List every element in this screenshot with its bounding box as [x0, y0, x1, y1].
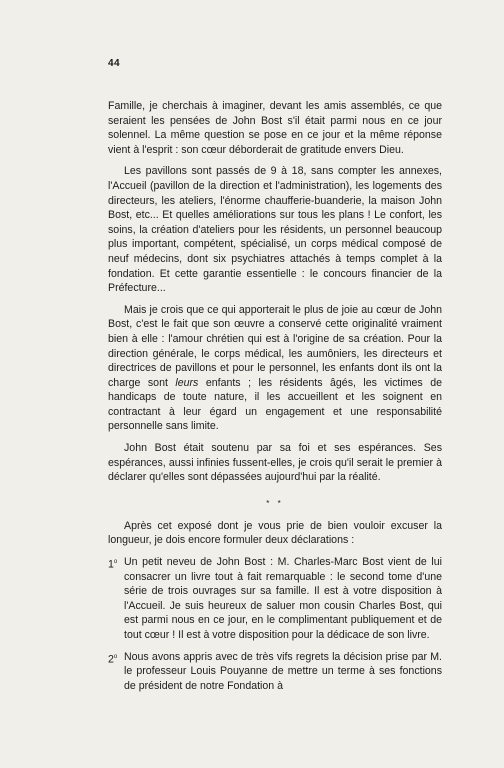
- item-text: Un petit neveu de John Bost : M. Charles-Marc Bost vient de lui consacrer un livre tout à fait remarquable : le second tome d'une série de trois ouvrages sur sa famille. Il est à votre disposition à l'Accueil. Je suis heureux de saluer mon cousin Charles Bost, qui est parmi nous en ce jour, en le complimentant publiquement et de tout cœur ! Il est à votre disposition pour la dédicace de son livre.: [124, 556, 442, 641]
- declaration-item: [108, 555, 442, 643]
- section-divider: [108, 500, 442, 507]
- body-text: [108, 99, 442, 700]
- asterism: * *: [266, 498, 284, 508]
- paragraph-pavillons: [108, 164, 442, 295]
- paragraph-text-before: Mais je crois que ce qui apporterait le plus de joie au cœur de John Bost, c'est le fait que son œuvre a conservé cette originalité vraiment bien à elle : l'amour chrétien qui est à l'origine de sa création. Pour la direction générale, le corps médical, les aumôniers, les directeurs et directrices de pavillons et pour le personnel, les enfants dont ils ont la charge sont: [108, 303, 442, 389]
- item-number: 2$^o$: [108, 653, 118, 666]
- paragraph-esperances: [108, 441, 442, 485]
- declaration-item: [108, 650, 442, 694]
- paragraph-intro: [108, 519, 442, 548]
- paragraph-text: Après cet exposé dont je vous prie de bien vouloir excuser la longueur, je dois encore formuler deux déclarations :: [108, 519, 442, 547]
- paragraph-text-italic: leurs: [175, 376, 199, 389]
- item-number: 1$^o$: [108, 558, 118, 571]
- paragraph-amour-chretien: [108, 303, 442, 434]
- paragraph-text: John Bost était soutenu par sa foi et ses espérances. Ses espérances, aussi infinies fussent-elles, je crois qu'il serait le premier à déclarer qu'elles sont dépassées aujourd'hui par la réalité.: [108, 442, 442, 484]
- paragraph-opening: [108, 99, 442, 157]
- paragraph-text-after: enfants ; les résidents âgés, les victimes de handicaps de toute nature, il les accueillent et les soignent en contractant à leur égard un engagement et une responsabilité personnelle sans limite.: [108, 376, 442, 433]
- paragraph-text: Famille, je cherchais à imaginer, devant les amis assemblés, ce que seraient les pensées de John Bost s'il était parmi nous en ce jour solennel. La même question se pose en ce jour et la même réponse vient à l'esprit : son cœur déborderait de gratitude envers Dieu.: [108, 100, 442, 156]
- page-number: 44: [108, 58, 121, 69]
- paragraph-text: Les pavillons sont passés de 9 à 18, sans compter les annexes, l'Accueil (pavillon de la direction et l'administration), les logements des directeurs, les ateliers, l'énorme chaufferie-buanderie, la maison John Bost, etc... Et quelles améliorations sur tous les plans ! Le confort, les soins, la création d'ateliers pour les résidents, un personnel beaucoup plus important, compétent, spécialisé, un corps médical composé de neuf médecins, dont six psychiatres attachés à temps complet à la fondation. Et cette garantie essentielle : le concours financier de la Préfecture...: [108, 165, 442, 295]
- item-text: Nous avons appris avec de très vifs regrets la décision prise par M. le professeur Louis Pouyanne de mettre un terme à ses fonctions de président de notre Fondation à: [124, 650, 442, 692]
